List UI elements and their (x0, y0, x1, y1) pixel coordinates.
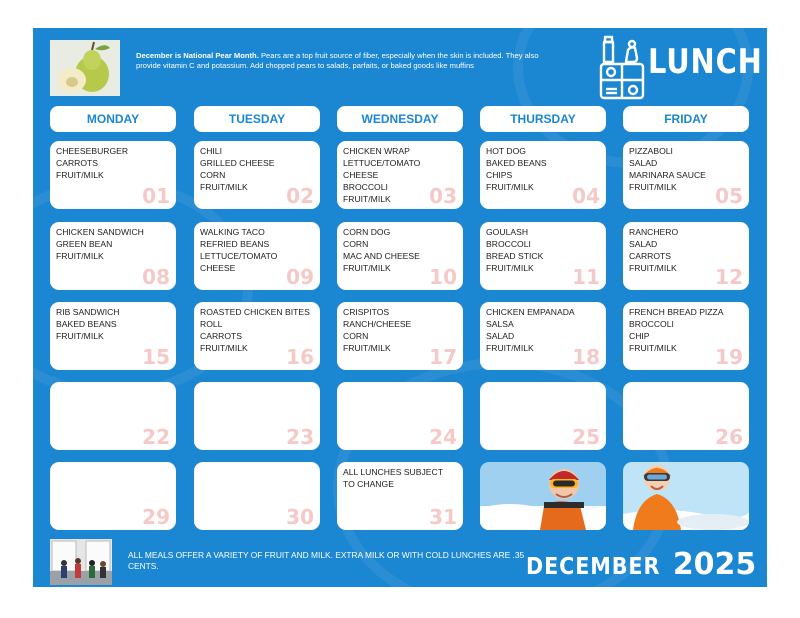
day-number: 23 (286, 425, 314, 449)
day-number: 12 (715, 265, 743, 289)
day-number: 17 (429, 345, 457, 369)
menu-items (486, 226, 543, 274)
menu-item: REFRIED BEANS (200, 239, 270, 249)
day-header-thursday: THURSDAY (480, 106, 606, 132)
day-header-friday: FRIDAY (623, 106, 749, 132)
menu-items (56, 226, 144, 262)
menu-item: GREEN BEAN (56, 239, 113, 249)
menu-items (200, 226, 277, 274)
menu-item: BREAD STICK (486, 251, 544, 261)
calendar-day-cell (623, 222, 749, 290)
menu-item: CHILI (200, 146, 222, 156)
menu-item: CHIP (629, 331, 650, 341)
menu-item: FRUIT/MILK (343, 263, 391, 273)
calendar-day-cell (623, 302, 749, 370)
day-number: 16 (286, 345, 314, 369)
menu-item: BROCCOLI (343, 182, 388, 192)
day-number: 11 (572, 265, 600, 289)
blurb-heading: December is National Pear Month. (136, 51, 259, 60)
menu-item: CHICKEN SANDWICH (56, 227, 144, 237)
menu-item: LETTUCE/TOMATO (200, 251, 278, 261)
day-number: 05 (715, 184, 743, 208)
menu-item: SALAD (629, 239, 658, 249)
calendar-day-cell (337, 141, 463, 209)
menu-item: RIB SANDWICH (56, 307, 120, 317)
menu-item: FRENCH BREAD PIZZA (629, 307, 724, 317)
menu-item: GOULASH (486, 227, 529, 237)
calendar-day-cell (194, 382, 320, 450)
calendar-day-cell (480, 222, 606, 290)
calendar-day-cell (50, 462, 176, 530)
calendar-day-cell (337, 302, 463, 370)
menu-item: PIZZABOLI (629, 146, 673, 156)
menu-item: FRUIT/MILK (629, 182, 677, 192)
menu-items (343, 466, 443, 490)
day-number: 15 (142, 345, 170, 369)
menu-items (486, 145, 547, 193)
day-number: 08 (142, 265, 170, 289)
menu-item: SALAD (629, 158, 658, 168)
menu-item: MARINARA SAUCE (629, 170, 706, 180)
menu-items (56, 306, 120, 342)
day-number: 02 (286, 184, 314, 208)
day-number: 22 (142, 425, 170, 449)
day-number: 19 (715, 345, 743, 369)
day-number: 03 (429, 184, 457, 208)
calendar-day-cell (480, 141, 606, 209)
menu-item: FRUIT/MILK (200, 182, 248, 192)
menu-item: BAKED BEANS (486, 158, 547, 168)
menu-item: CARROTS (629, 251, 672, 261)
day-number: 01 (142, 184, 170, 208)
day-number: 30 (286, 505, 314, 529)
calendar-day-cell (194, 141, 320, 209)
menu-item: CHEESEBURGER (56, 146, 129, 156)
menu-item: CORN (343, 331, 369, 341)
menu-item: FRUIT/MILK (486, 343, 534, 353)
menu-item: FRUIT/MILK (629, 343, 677, 353)
menu-item: BAKED BEANS (56, 319, 117, 329)
day-number: 29 (142, 505, 170, 529)
calendar-day-cell (194, 302, 320, 370)
menu-item: CHICKEN EMPANADA (486, 307, 575, 317)
menu-item: SALSA (486, 319, 514, 329)
menu-item: CORN DOG (343, 227, 391, 237)
calendar-day-cell (50, 222, 176, 290)
menu-item: FRUIT/MILK (56, 331, 104, 341)
calendar-day-cell (623, 141, 749, 209)
menu-item: FRUIT/MILK (343, 194, 391, 204)
menu-item: BROCCOLI (629, 319, 674, 329)
menu-item: BROCCOLI (486, 239, 531, 249)
calendar-day-cell (337, 382, 463, 450)
menu-items (343, 306, 411, 354)
calendar-day-cell (50, 382, 176, 450)
day-number: 18 (572, 345, 600, 369)
day-number: 26 (715, 425, 743, 449)
calendar-board (33, 28, 767, 587)
menu-item: CHEESE (343, 170, 379, 180)
day-number: 31 (429, 505, 457, 529)
calendar-day-cell (194, 222, 320, 290)
calendar-day-cell (337, 222, 463, 290)
menu-item: CORN (200, 170, 226, 180)
day-header-monday: MONDAY (50, 106, 176, 132)
day-number: 25 (572, 425, 600, 449)
menu-item: SALAD (486, 331, 515, 341)
calendar-day-cell (50, 141, 176, 209)
day-number: 04 (572, 184, 600, 208)
menu-item: RANCHERO (629, 227, 679, 237)
menu-item: FRUIT/MILK (629, 263, 677, 273)
blurb-text: Pears are a top fruit source of fiber, especially when the skin is included. They also provide vitamin C and potassium. Add chopped pears to salads, parfaits, or baked goods like muffins (136, 51, 539, 70)
menu-item: FRUIT/MILK (200, 343, 248, 353)
menu-item: CHIPS (486, 170, 513, 180)
menu-item: LETTUCE/TOMATO (343, 158, 421, 168)
lunchbox-icon (595, 34, 647, 105)
menu-item: CARROTS (200, 331, 243, 341)
students-photo (50, 539, 112, 585)
menu-item: ROLL (200, 319, 223, 329)
menu-item: FRUIT/MILK (56, 251, 104, 261)
menu-item: GRILLED CHEESE (200, 158, 275, 168)
calendar-day-cell (480, 302, 606, 370)
menu-item: CORN (343, 239, 369, 249)
calendar-day-cell (480, 382, 606, 450)
menu-item: WALKING TACO (200, 227, 265, 237)
lunch-title: LUNCH (648, 42, 763, 82)
menu-item: ROASTED CHICKEN BITES (200, 307, 310, 317)
meal-note: ALL MEALS OFFER A VARIETY OF FRUIT AND MILK. EXTRA MILK OR WITH COLD LUNCHES ARE .35 CENTS. (128, 550, 525, 571)
menu-item: MAC AND CHEESE (343, 251, 420, 261)
calendar-day-cell (50, 302, 176, 370)
day-number: 09 (286, 265, 314, 289)
menu-items (629, 306, 724, 354)
menu-items (343, 145, 420, 205)
menu-item: CRISPITOS (343, 307, 390, 317)
menu-item: TO CHANGE (343, 479, 394, 489)
day-header-tuesday: TUESDAY (194, 106, 320, 132)
menu-item: CHEESE (200, 263, 236, 273)
child-snow-photo (623, 462, 749, 530)
menu-items (200, 145, 275, 193)
menu-item: HOT DOG (486, 146, 526, 156)
day-header-wednesday: WEDNESDAY (337, 106, 463, 132)
menu-items (629, 145, 706, 193)
menu-item: CARROTS (56, 158, 99, 168)
calendar-day-cell (194, 462, 320, 530)
menu-items (486, 306, 575, 354)
menu-item: RANCH/CHEESE (343, 319, 412, 329)
menu-item: FRUIT/MILK (486, 182, 534, 192)
calendar-day-cell (623, 382, 749, 450)
menu-item: FRUIT/MILK (56, 170, 104, 180)
menu-item: FRUIT/MILK (343, 343, 391, 353)
pear-photo (50, 40, 120, 96)
menu-item: CHICKEN WRAP (343, 146, 410, 156)
skier-photo (480, 462, 606, 530)
month-label: DECEMBER (526, 554, 661, 580)
menu-item: ALL LUNCHES SUBJECT (343, 467, 443, 477)
menu-item: FRUIT/MILK (486, 263, 534, 273)
day-number: 10 (429, 265, 457, 289)
day-number: 24 (429, 425, 457, 449)
menu-items (629, 226, 678, 274)
pear-month-blurb (136, 51, 548, 71)
year-label: 2025 (672, 547, 757, 582)
calendar-day-cell (337, 462, 463, 530)
menu-items (343, 226, 420, 274)
month-year-title (526, 547, 756, 582)
menu-items (56, 145, 128, 181)
